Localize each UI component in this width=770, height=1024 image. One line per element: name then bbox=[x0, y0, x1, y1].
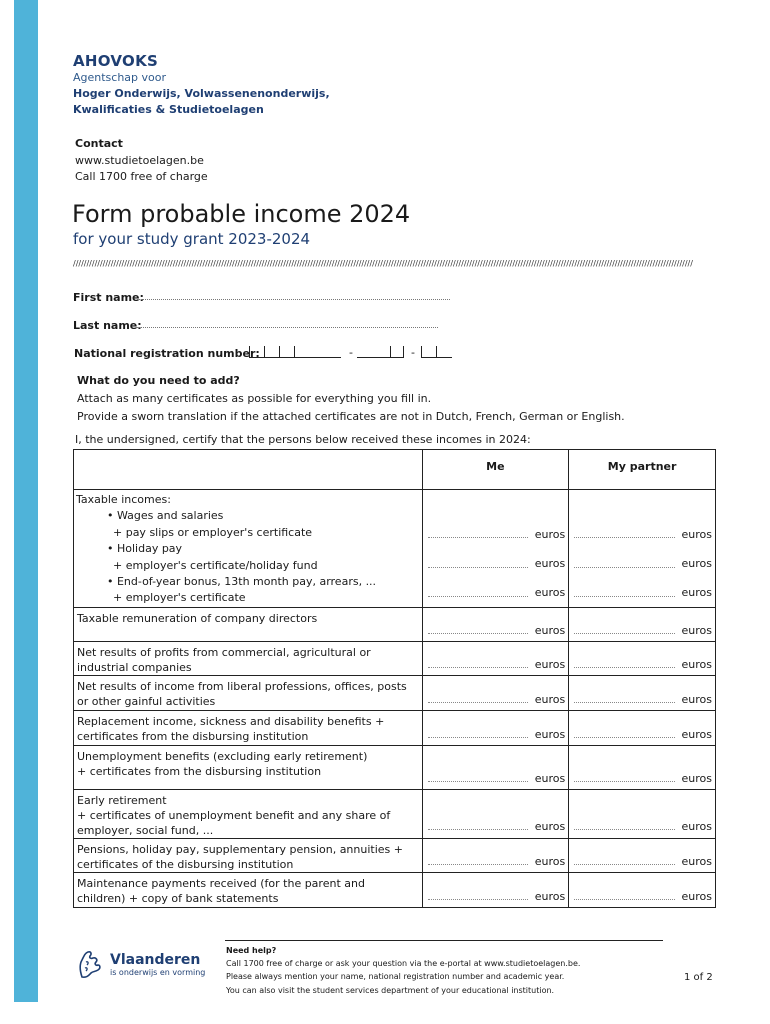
first-name-label: First name: bbox=[73, 291, 144, 304]
amount-input-wages-partner[interactable] bbox=[574, 537, 675, 538]
header-me: Me bbox=[422, 450, 569, 490]
row-label-line: Pensions, holiday pay, supplementary pension, annuities + bbox=[77, 842, 403, 856]
nrn-digit-box[interactable] bbox=[421, 346, 436, 358]
amount-input-me[interactable] bbox=[428, 864, 529, 865]
footer-divider bbox=[225, 940, 663, 941]
amount-input-me[interactable] bbox=[428, 702, 529, 703]
amount-input-partner[interactable] bbox=[574, 737, 675, 738]
row-label-line: Net results of income from liberal professions, offices, posts bbox=[77, 679, 407, 693]
taxable-heading: Taxable incomes: bbox=[76, 493, 171, 506]
table-row bbox=[74, 607, 716, 641]
euros-unit: euros bbox=[534, 771, 566, 785]
row-label bbox=[74, 838, 423, 872]
nrn-separator: - bbox=[349, 346, 353, 359]
table-row bbox=[74, 872, 716, 907]
amount-input-holiday-me[interactable] bbox=[428, 567, 529, 568]
amount-input-bonus-me[interactable] bbox=[428, 596, 529, 597]
amount-cell-me bbox=[422, 675, 569, 710]
euros-unit: euros bbox=[534, 586, 566, 599]
org-line-1: Hoger Onderwijs, Volwassenenonderwijs, bbox=[73, 87, 330, 100]
euros-unit: euros bbox=[534, 854, 566, 868]
euros-unit: euros bbox=[534, 623, 566, 637]
amount-input-partner[interactable] bbox=[574, 633, 675, 634]
nrn-separator: - bbox=[411, 346, 415, 359]
amount-cell-partner bbox=[569, 641, 716, 675]
contact-heading: Contact bbox=[75, 137, 123, 150]
nrn-digit-box[interactable] bbox=[279, 346, 294, 358]
last-name-field[interactable] bbox=[136, 327, 438, 328]
separator: ////////////////////////////////////////////////////////////////////////////////////////////////////////////////////////////////////////////////////////////////////////////////////////////////////////////////////////////////////// bbox=[73, 259, 693, 268]
nrn-label: National registration number: bbox=[74, 347, 260, 360]
euros-unit: euros bbox=[681, 557, 712, 570]
row-label-line: + certificates from the disbursing institution bbox=[77, 764, 322, 778]
amount-cell-me bbox=[422, 838, 569, 872]
row-label-line: Replacement income, sickness and disability benefits + bbox=[77, 714, 385, 728]
taxable-note-wages: + pay slips or employer's certificate bbox=[113, 525, 313, 539]
org-subtitle: Agentschap voor bbox=[73, 71, 167, 84]
contact-website: www.studietoelagen.be bbox=[75, 154, 204, 167]
amount-input-bonus-partner[interactable] bbox=[574, 596, 675, 597]
instructions-line-2: Provide a sworn translation if the attached certificates are not in Dutch, French, German or English. bbox=[77, 410, 625, 423]
footer-line-2: Please always mention your name, national registration number and academic year. bbox=[226, 972, 565, 981]
vlaanderen-logo-sub: is onderwijs en vorming bbox=[110, 968, 206, 977]
amount-input-partner[interactable] bbox=[574, 864, 675, 865]
vlaanderen-logo-word: Vlaanderen bbox=[110, 952, 201, 968]
row-label-line: certificates from the disbursing institution bbox=[77, 729, 309, 743]
footer-line-1: Call 1700 free of charge or ask your question via the e-portal at www.studietoelagen.be. bbox=[226, 959, 581, 968]
row-label-line: certificates of the disbursing institution bbox=[77, 857, 294, 871]
amount-input-me[interactable] bbox=[428, 633, 529, 634]
nrn-digit-box[interactable] bbox=[436, 346, 452, 358]
need-help-heading: Need help? bbox=[226, 946, 277, 955]
amount-cell-me bbox=[422, 490, 569, 608]
row-label bbox=[74, 872, 423, 907]
amount-input-partner[interactable] bbox=[574, 702, 675, 703]
amount-input-partner[interactable] bbox=[574, 829, 675, 830]
certify-statement: I, the undersigned, certify that the persons below received these incomes in 2024: bbox=[75, 433, 531, 446]
euros-unit: euros bbox=[534, 819, 566, 833]
amount-input-partner[interactable] bbox=[574, 667, 675, 668]
table-row bbox=[74, 789, 716, 838]
amount-cell-partner bbox=[569, 675, 716, 710]
table-row bbox=[74, 675, 716, 710]
side-accent-bar bbox=[14, 0, 38, 1002]
euros-unit: euros bbox=[534, 557, 566, 570]
taxable-item-holiday: • Holiday pay bbox=[107, 542, 183, 556]
euros-unit: euros bbox=[681, 819, 712, 833]
last-name-label: Last name: bbox=[73, 319, 142, 332]
footer-line-3: You can also visit the student services department of your educational institution. bbox=[226, 986, 555, 995]
instructions-line-1: Attach as many certificates as possible for everything you fill in. bbox=[77, 392, 432, 405]
amount-input-wages-me[interactable] bbox=[428, 537, 529, 538]
nrn-digit-box[interactable] bbox=[264, 346, 279, 358]
form-title: Form probable income 2024 bbox=[72, 200, 411, 228]
row-label-line: Net results of profits from commercial, agricultural or bbox=[77, 645, 371, 659]
org-line-2: Kwalificaties & Studietoelagen bbox=[73, 103, 264, 116]
row-label-line: or other gainful activities bbox=[77, 694, 216, 708]
taxable-note-bonus: + employer's certificate bbox=[113, 591, 246, 605]
page-number: 1 of 2 bbox=[684, 972, 713, 983]
euros-unit: euros bbox=[534, 889, 566, 903]
nrn-digit-box[interactable] bbox=[249, 346, 264, 358]
amount-input-partner[interactable] bbox=[574, 781, 675, 782]
contact-phone: Call 1700 free of charge bbox=[75, 170, 208, 183]
form-subtitle: for your study grant 2023-2024 bbox=[73, 230, 311, 248]
euros-unit: euros bbox=[534, 657, 566, 671]
nrn-digit-box[interactable] bbox=[294, 346, 341, 358]
amount-cell-partner bbox=[569, 872, 716, 907]
euros-unit: euros bbox=[534, 528, 566, 541]
euros-unit: euros bbox=[681, 528, 712, 541]
amount-cell-me bbox=[422, 872, 569, 907]
euros-unit: euros bbox=[681, 692, 712, 706]
row-label-line: children) + copy of bank statements bbox=[77, 891, 279, 905]
row-label bbox=[74, 607, 423, 641]
row-label bbox=[74, 675, 423, 710]
euros-unit: euros bbox=[681, 854, 712, 868]
amount-cell-me bbox=[422, 789, 569, 838]
first-name-field[interactable] bbox=[137, 299, 450, 300]
table-row bbox=[74, 490, 716, 608]
org-name: AHOVOKS bbox=[73, 52, 159, 70]
header-partner: My partner bbox=[569, 450, 716, 490]
row-label bbox=[74, 745, 423, 789]
table-row bbox=[74, 641, 716, 675]
amount-cell-partner bbox=[569, 789, 716, 838]
euros-unit: euros bbox=[681, 586, 712, 599]
amount-cell-me bbox=[422, 641, 569, 675]
taxable-item-bonus: • End-of-year bonus, 13th month pay, arrears, ... bbox=[107, 575, 377, 589]
amount-input-me[interactable] bbox=[428, 667, 529, 668]
amount-cell-me bbox=[422, 607, 569, 641]
row-label-line: industrial companies bbox=[77, 660, 192, 674]
amount-input-holiday-partner[interactable] bbox=[574, 567, 675, 568]
amount-input-me[interactable] bbox=[428, 829, 529, 830]
amount-input-me[interactable] bbox=[428, 781, 529, 782]
instructions-heading: What do you need to add? bbox=[77, 374, 240, 387]
row-label-line: Early retirement bbox=[77, 793, 167, 807]
euros-unit: euros bbox=[681, 623, 712, 637]
table-header-row bbox=[74, 450, 716, 490]
row-label-line: + certificates of unemployment benefit and any share of bbox=[77, 808, 391, 822]
table-row bbox=[74, 838, 716, 872]
nrn-digit-box[interactable] bbox=[390, 346, 404, 358]
euros-unit: euros bbox=[681, 889, 712, 903]
row-label bbox=[74, 490, 423, 608]
amount-cell-partner bbox=[569, 745, 716, 789]
row-label bbox=[74, 789, 423, 838]
euros-unit: euros bbox=[534, 692, 566, 706]
euros-unit: euros bbox=[534, 727, 566, 741]
header-blank bbox=[74, 450, 423, 490]
taxable-note-holiday: + employer's certificate/holiday fund bbox=[113, 558, 318, 572]
income-table bbox=[73, 449, 716, 908]
row-label bbox=[74, 641, 423, 675]
table-row bbox=[74, 745, 716, 789]
amount-cell-partner bbox=[569, 710, 716, 745]
row-label bbox=[74, 710, 423, 745]
amount-input-partner[interactable] bbox=[574, 899, 675, 900]
row-label-line: Maintenance payments received (for the parent and bbox=[77, 876, 365, 890]
euros-unit: euros bbox=[681, 727, 712, 741]
row-label-line: employer, social fund, ... bbox=[77, 823, 214, 837]
amount-cell-partner bbox=[569, 607, 716, 641]
flanders-lion-icon bbox=[76, 947, 104, 985]
euros-unit: euros bbox=[681, 657, 712, 671]
amount-cell-partner bbox=[569, 838, 716, 872]
euros-unit: euros bbox=[681, 771, 712, 785]
amount-cell-partner bbox=[569, 490, 716, 608]
amount-cell-me bbox=[422, 745, 569, 789]
amount-cell-me bbox=[422, 710, 569, 745]
row-label-line: Unemployment benefits (excluding early retirement) bbox=[77, 749, 368, 763]
row-label-line: Taxable remuneration of company directors bbox=[77, 611, 318, 625]
taxable-item-wages: • Wages and salaries bbox=[107, 509, 224, 523]
table-row bbox=[74, 710, 716, 745]
amount-input-me[interactable] bbox=[428, 899, 529, 900]
amount-input-me[interactable] bbox=[428, 737, 529, 738]
